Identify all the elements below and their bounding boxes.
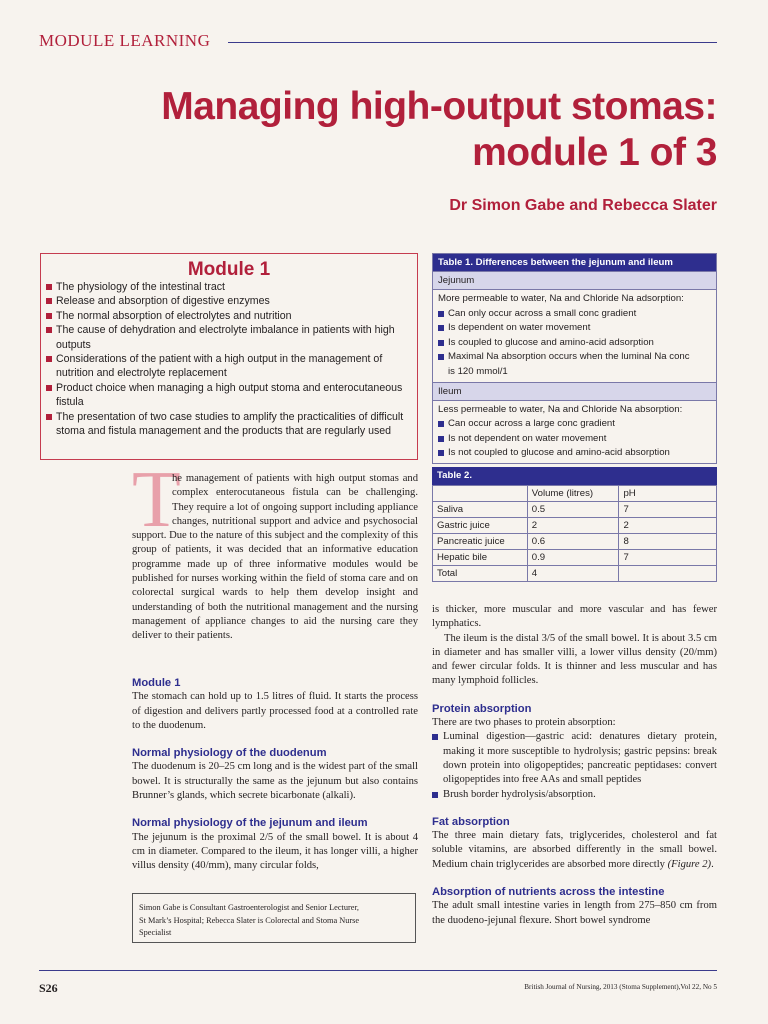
- table-cell: 2: [527, 518, 619, 534]
- table-cell: Total: [433, 566, 528, 582]
- list-item: Product choice when managing a high output stoma and enterocutaneous fistula: [46, 381, 411, 410]
- list-item: Is dependent on water movement: [438, 321, 711, 336]
- drop-cap-spacer: [132, 472, 172, 528]
- module1-heading: Module 1: [132, 677, 181, 689]
- table-row: [433, 502, 717, 518]
- table1-jejunum-body: [433, 289, 716, 382]
- section-label: MODULE LEARNING: [39, 31, 211, 50]
- fat-heading: Fat absorption: [432, 815, 510, 828]
- module-objectives-box: [40, 253, 418, 460]
- journal-citation: British Journal of Nursing, 2013 (Stoma Supplement),Vol 22, No 5: [524, 983, 717, 991]
- list-item: Can only occur across a small conc gradient: [438, 307, 711, 322]
- table-cell: 8: [619, 534, 717, 550]
- list-item: Considerations of the patient with a high output in the management of nutrition and electrolyte replacement: [46, 352, 411, 381]
- table-cell: 2: [619, 518, 717, 534]
- table-cell: 4: [527, 566, 619, 582]
- header-rule: [228, 42, 717, 43]
- ileum-text: The ileum is the distal 3/5 of the small bowel. It is about 3.5 cm in diameter and has smaller villi, a lower villus density (20/mm) and fewer circular folds. It is thinner and less muscular and has many lymphoid follicles.: [432, 632, 717, 687]
- table-cell: 0.6: [527, 534, 619, 550]
- module1-text: The stomach can hold up to 1.5 litres of fluid. It starts the process of digestion and delivers partly processed food at a controlled rate to the duodenum.: [132, 691, 418, 731]
- intro-paragraph: [132, 472, 418, 644]
- fat-text-body: The three main dietary fats, triglycerides, cholesterol and fat soluble vitamins, are absorbed differently in the small bowel. Medium chain triglycerides are absorbed more directly: [432, 830, 717, 870]
- table-header-cell: [433, 486, 528, 502]
- table-2: [432, 467, 717, 582]
- table1-ileum-body: [433, 400, 716, 463]
- table-cell: 0.9: [527, 550, 619, 566]
- list-item: Maximal Na absorption occurs when the luminal Na conc: [438, 350, 711, 365]
- fat-text-end: .: [711, 858, 714, 870]
- table-cell: Pancreatic juice: [433, 534, 528, 550]
- table1-caption: Table 1. Differences between the jejunum and ileum: [433, 254, 716, 271]
- table-1: [432, 253, 717, 464]
- list-item: The presentation of two case studies to amplify the practicalities of difficult stoma and fistula management and the products that are regularly used: [46, 410, 411, 439]
- list-item: The normal absorption of electrolytes and nutrition: [46, 309, 411, 323]
- page-number: S26: [39, 981, 58, 995]
- duodenum-heading: Normal physiology of the duodenum: [132, 747, 327, 760]
- module-box-title: Module 1: [187, 259, 271, 280]
- table-cell: 0.5: [527, 502, 619, 518]
- title-line-1: Managing high-output stomas:: [161, 85, 717, 128]
- table2-caption: Table 2.: [432, 467, 717, 485]
- author-footnote-box: [132, 893, 416, 943]
- table-header-cell: Volume (litres): [527, 486, 619, 502]
- nutrients-heading: Absorption of nutrients across the intestine: [432, 886, 665, 899]
- table1-jejunum-intro: More permeable to water, Na and Chloride Na adsorption:: [438, 293, 684, 304]
- footnote-line: St Mark’s Hospital; Rebecca Slater is Colorectal and Stoma Nurse: [139, 915, 360, 925]
- table-header-row: [433, 486, 717, 502]
- list-item: Luminal digestion—gastric acid: denatures dietary protein, making it more susceptible to hydrolysis; gastric pepsins: break down protein into oligopeptides; pancreatic peptidases: convert oligopeptides into free AAs and small peptides: [432, 730, 717, 787]
- nutrients-text: The adult small intestine varies in length from 275–850 cm from the duodeno-jejunal flexure. Short bowel syndrome: [432, 900, 717, 926]
- fat-text: [432, 829, 717, 872]
- title-line-2: module 1 of 3: [472, 131, 717, 174]
- footer-rule: [39, 970, 717, 971]
- table-cell: 7: [619, 502, 717, 518]
- table-cell: Hepatic bile: [433, 550, 528, 566]
- list-item: Is coupled to glucose and amino-acid adsorption: [438, 336, 711, 351]
- table-cell: Gastric juice: [433, 518, 528, 534]
- table-header-cell: pH: [619, 486, 717, 502]
- drop-cap: T: [132, 456, 181, 544]
- list-item: Can occur across a large conc gradient: [438, 417, 711, 432]
- list-item: Release and absorption of digestive enzymes: [46, 294, 411, 308]
- table-row: [433, 518, 717, 534]
- table1-ileum-label: Ileum: [433, 382, 716, 400]
- table2-grid: [432, 485, 717, 582]
- duodenum-text: The duodenum is 20–25 cm long and is the widest part of the small bowel. It is structurally the same as the jejunum but also contains Brunner’s glands, which secrete bicarbonate (alkali).: [132, 761, 418, 802]
- table-cell: Saliva: [433, 502, 528, 518]
- table-row: [433, 534, 717, 550]
- list-item: Is not dependent on water movement: [438, 432, 711, 447]
- article-title: [77, 84, 717, 176]
- table1-jejunum-label: Jejunum: [433, 271, 716, 289]
- intro-text-body: he management of patients with high output stomas and complex enterocutaneous fistula can be challenging. They require a lot of ongoing support including appliance changes, nutritional support and advice and psychosocial support. Due to the nature of this subject and the complexity of this group of patients, it was decided that an informative education programme made up of three informative modules would be published for nurses working within the field of stoma care and on colorectal surgical wards to help them develop insight and understanding of both the nutritional management and the nursing management of appliance changes to aid the nursing care they deliver to their patients.: [132, 473, 418, 642]
- table-row: [433, 550, 717, 566]
- module-objectives-list: [46, 280, 411, 438]
- authors: Dr Simon Gabe and Rebecca Slater: [449, 197, 717, 214]
- protein-intro: There are two phases to protein absorption:: [432, 717, 616, 729]
- protein-heading: Protein absorption: [432, 702, 532, 715]
- jejunum-heading: Normal physiology of the jejunum and ileum: [132, 817, 368, 830]
- table-row: [433, 566, 717, 582]
- right-column: [432, 603, 717, 928]
- list-item: The physiology of the intestinal tract: [46, 280, 411, 294]
- table-cell: 7: [619, 550, 717, 566]
- list-item: The cause of dehydration and electrolyte imbalance in patients with high outputs: [46, 323, 411, 352]
- figure-reference: (Figure 2): [667, 858, 712, 870]
- list-item: Is not coupled to glucose and amino-acid absorption: [438, 446, 711, 461]
- list-item: Brush border hydrolysis/absorption.: [432, 788, 717, 802]
- footnote-line: Specialist: [139, 928, 172, 937]
- footnote-line: Simon Gabe is Consultant Gastroenterologist and Senior Lecturer,: [139, 903, 359, 912]
- list-item-continuation: is 120 mmol/1: [448, 365, 508, 377]
- jejunum-text: The jejunum is the proximal 2/5 of the small bowel. It is about 4 cm in diameter. Compared to the ileum, it has longer villi, a higher villus density (40/mm), many circular folds,: [132, 831, 418, 872]
- intro-text: [132, 472, 418, 644]
- table1-ileum-intro: Less permeable to water, Na and Chloride Na absorption:: [438, 403, 683, 415]
- left-sections: [132, 676, 418, 874]
- jejunum-text-continued: is thicker, more muscular and more vascular and has fewer lymphatics.: [432, 604, 717, 630]
- table-cell: [619, 566, 717, 582]
